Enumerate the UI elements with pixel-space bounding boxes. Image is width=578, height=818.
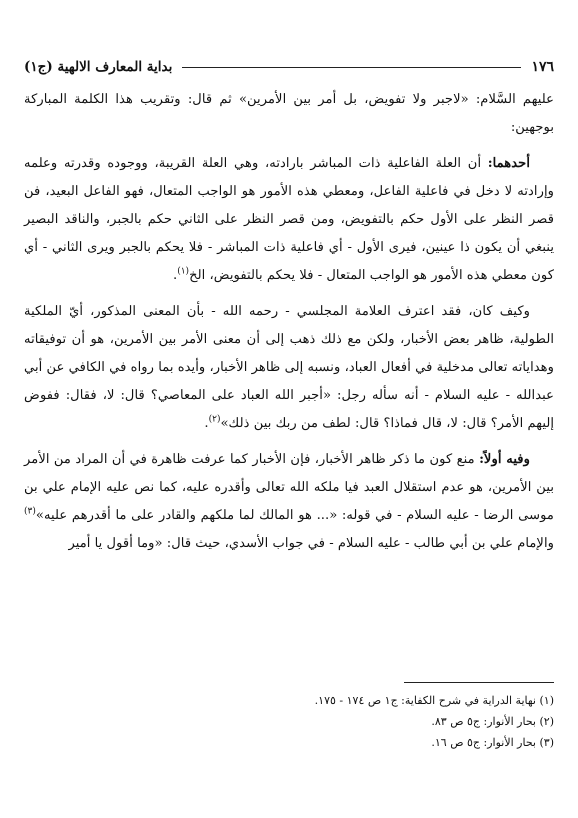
paragraph-2-lead: أحدهما:	[487, 156, 530, 171]
main-text	[24, 86, 554, 566]
header-rule	[182, 67, 521, 68]
running-title: بداية المعارف الالهية (ج١)	[24, 59, 173, 75]
footnote-separator	[404, 682, 554, 683]
paragraph-4-text: منع كون ما ذكر ظاهر الأخبار، فإن الأخبار كما عرفت ظاهرة في أن المراد من الأمر بين الأمرين، هو عدم استقلال العبد فيا ملكه الله تعالى وأقدره عليه، كما نص عليه الإمام علي بن موسى الرضا - عليه السلام - في قوله: «... هو المالك لما ملكهم والقادر على ما أقدرهم عليه»	[24, 452, 554, 523]
paragraph-2-text: أن العلة الفاعلية ذات المباشر بارادته، وهي العلة القريبة، ووجوده وقدرته وعلمه وإرادته لا دخل في فاعلية الفاعل، ومعطي هذه الأمور هو الواجب المتعال، فهو الفاعل البعيد، فن قصر النظر على الأول حكم بالتفويض، ومن قصر النظر على الثاني حكم بالجبر، والناقد البصير ينبغي أن يكون ذا عينين، فيرى الأول - أي فاعلية ذات المباشر - فلا يحكم بالجبر ويرى الثاني - أي كون معطي هذه الأمور هو الواجب المتعال - فلا يحكم بالتفويض، الخ	[24, 156, 554, 283]
paragraph-3-end: .	[204, 416, 209, 431]
paragraph-4-end: والإمام علي بن أبي طالب - عليه السلام - في جواب الأسدي، حيث قال: «وما أقول يا أمير	[68, 536, 554, 551]
footnote-2: (٢) بحار الأنوار: ج٥ ص ٨٣.	[431, 715, 554, 728]
footnotes	[24, 690, 554, 753]
paragraph-3-text: وكيف كان، فقد اعترف العلامة المجلسي - رحمه الله - بأن المعنى المذكور، أيّ الملكية الطولية، ظاهر بعض الأخبار، ولكن مع ذلك ذهب إلى أن معنى الأمر بين الأمرين، هو أن توفيقاته وهداياته تعالى مدخلية في أفعال العباد، ونسبه إلى ظاهر الأخبار، وأيده بما رواه في الكافي عن أبي عبدالله - عليه السلام - أنه سأله رجل: «أجبر الله العباد على المعاصي؟ قال: لا، فقال: ففوض إليهم الأمر؟ قال: لا، قال فماذا؟ قال: لطف من ربك بين ذلك»	[24, 304, 554, 431]
paragraph-3	[24, 298, 554, 438]
page-header	[24, 56, 554, 78]
page-number: ١٧٦	[531, 59, 554, 75]
paragraph-2-end: .	[172, 268, 178, 283]
paragraph-4-lead: وفيه أولاً:	[479, 452, 530, 467]
footnote-ref-3[interactable]: (٣)	[24, 506, 36, 517]
footnote-ref-1[interactable]: (١)	[177, 266, 190, 277]
footnote-1: (١) نهاية الدراية في شرح الكفاية: ج١ ص ١٧٤ - ١٧٥.	[314, 694, 554, 707]
paragraph-4	[24, 446, 554, 558]
footnote-3: (٣) بحار الأنوار: ج٥ ص ١٦.	[431, 736, 554, 749]
paragraph-1	[24, 86, 554, 142]
paragraph-2	[24, 150, 554, 290]
footnote-ref-2[interactable]: (٢)	[208, 414, 221, 425]
paragraph-1-text: عليهم السَّلام: «لاجبر ولا تفويض، بل أمر بين الأمرين» ثم قال: وتقريب هذا الكلمة المباركة بوجهين:	[24, 92, 554, 135]
